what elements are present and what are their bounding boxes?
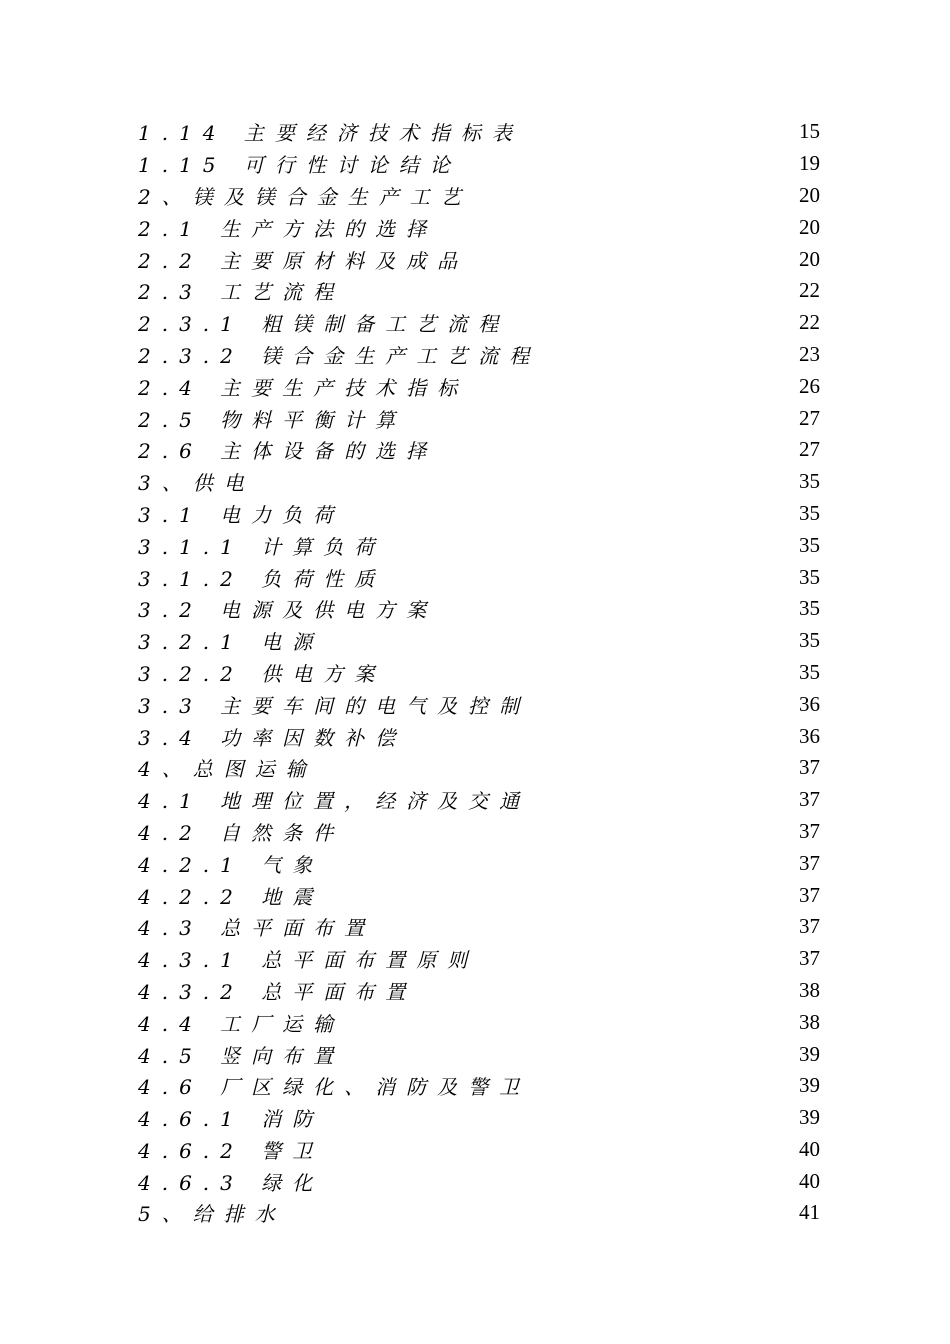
toc-entry-page-number: 23 — [799, 341, 820, 366]
toc-entry[interactable] — [138, 1102, 820, 1134]
toc-entry-title: 3.4 功率因数补偿 — [138, 725, 407, 750]
toc-entry-page-number: 37 — [799, 787, 820, 812]
toc-entry-title: 1.15 可行性讨论结论 — [138, 153, 461, 178]
toc-entry-title: 4.2.1 气象 — [138, 852, 324, 877]
toc-entry-title: 4.6.3 绿化 — [138, 1170, 324, 1195]
toc-entry[interactable] — [138, 847, 820, 879]
toc-entry[interactable] — [138, 720, 820, 752]
toc-entry-page-number: 40 — [799, 1136, 820, 1161]
toc-entry-title: 3.3 主要车间的电气及控制 — [138, 693, 531, 718]
toc-entry[interactable] — [138, 275, 820, 307]
toc-entry-page-number: 36 — [799, 723, 820, 748]
toc-entry[interactable] — [138, 879, 820, 911]
toc-entry-page-number: 36 — [799, 691, 820, 716]
toc-entry[interactable] — [138, 180, 820, 212]
toc-entry-title: 4.3.1 总平面布置原则 — [138, 948, 479, 973]
toc-entry[interactable] — [138, 911, 820, 943]
toc-entry[interactable] — [138, 402, 820, 434]
toc-entry[interactable] — [138, 688, 820, 720]
toc-entry-title: 4.6.1 消防 — [138, 1107, 324, 1132]
toc-entry-page-number: 39 — [799, 1105, 820, 1130]
toc-entry-page-number: 35 — [799, 469, 820, 494]
toc-entry-title: 4.2 自然条件 — [138, 820, 345, 845]
toc-entry-page-number: 35 — [799, 659, 820, 684]
toc-entry-title: 3.2.1 电源 — [138, 630, 324, 655]
toc-entry-page-number: 35 — [799, 532, 820, 557]
toc-entry-title: 4.1 地理位置，经济及交通 — [138, 789, 531, 814]
toc-entry-title: 1.14 主要经济技术指标表 — [138, 121, 523, 146]
toc-entry[interactable] — [138, 816, 820, 848]
toc-entry-page-number: 37 — [799, 914, 820, 939]
toc-entry[interactable] — [138, 529, 820, 561]
toc-entry-page-number: 37 — [799, 850, 820, 875]
toc-entry[interactable] — [138, 943, 820, 975]
toc-entry-page-number: 20 — [799, 214, 820, 239]
toc-entry-title: 3.2.2 供电方案 — [138, 661, 386, 686]
toc-entry[interactable] — [138, 975, 820, 1007]
toc-entry-page-number: 39 — [799, 1041, 820, 1066]
toc-entry[interactable] — [138, 1070, 820, 1102]
toc-entry[interactable] — [138, 561, 820, 593]
toc-entry[interactable] — [138, 339, 820, 371]
toc-entry[interactable] — [138, 211, 820, 243]
toc-entry-title: 3.1 电力负荷 — [138, 502, 345, 527]
toc-entry[interactable] — [138, 243, 820, 275]
toc-entry-title: 3.2 电源及供电方案 — [138, 598, 438, 623]
toc-entry-page-number: 20 — [799, 182, 820, 207]
toc-entry-title: 4.4 工厂运输 — [138, 1011, 345, 1036]
toc-entry-page-number: 22 — [799, 310, 820, 335]
toc-entry[interactable] — [138, 1134, 820, 1166]
toc-entry-page-number: 35 — [799, 628, 820, 653]
toc-entry[interactable] — [138, 307, 820, 339]
toc-entry[interactable] — [138, 752, 820, 784]
toc-entry-title: 2.3.1 粗镁制备工艺流程 — [138, 312, 510, 337]
toc-entry-page-number: 40 — [799, 1168, 820, 1193]
toc-entry-page-number: 20 — [799, 246, 820, 271]
toc-entry-page-number: 37 — [799, 818, 820, 843]
toc-entry-page-number: 26 — [799, 373, 820, 398]
toc-entry-page-number: 19 — [799, 151, 820, 176]
toc-entry-title: 5、给排水 — [138, 1202, 286, 1227]
toc-entry-title: 3、供电 — [138, 471, 255, 496]
toc-entry-page-number: 38 — [799, 977, 820, 1002]
toc-entry-page-number: 38 — [799, 1009, 820, 1034]
toc-entry-title: 2.3 工艺流程 — [138, 280, 345, 305]
toc-entry-page-number: 37 — [799, 882, 820, 907]
toc-entry-page-number: 27 — [799, 437, 820, 462]
toc-entry-page-number: 35 — [799, 596, 820, 621]
toc-entry-title: 3.1.1 计算负荷 — [138, 534, 386, 559]
toc-entry-title: 4.3.2 总平面布置 — [138, 979, 417, 1004]
toc-entry-title: 4、总图运输 — [138, 757, 317, 782]
toc-entry[interactable] — [138, 434, 820, 466]
toc-entry-title: 4.6.2 警卫 — [138, 1138, 324, 1163]
toc-entry-page-number: 35 — [799, 564, 820, 589]
toc-entry-page-number: 22 — [799, 278, 820, 303]
toc-entry[interactable] — [138, 1006, 820, 1038]
toc-entry[interactable] — [138, 1197, 820, 1229]
toc-entry[interactable] — [138, 148, 820, 180]
toc-entry[interactable] — [138, 1038, 820, 1070]
toc-entry[interactable] — [138, 466, 820, 498]
toc-entry-title: 2.3.2 镁合金生产工艺流程 — [138, 343, 541, 368]
toc-entry-title: 4.2.2 地震 — [138, 884, 324, 909]
toc-entry[interactable] — [138, 370, 820, 402]
toc-entry-title: 4.5 竖向布置 — [138, 1043, 345, 1068]
toc-entry-title: 4.3 总平面布置 — [138, 916, 376, 941]
toc-entry-page-number: 41 — [799, 1200, 820, 1225]
toc-entry[interactable] — [138, 625, 820, 657]
table-of-contents — [138, 116, 820, 1229]
toc-entry-page-number: 37 — [799, 755, 820, 780]
toc-entry-title: 2.4 主要生产技术指标 — [138, 375, 469, 400]
toc-entry-title: 2.5 物料平衡计算 — [138, 407, 407, 432]
toc-entry-title: 4.6 厂区绿化、消防及警卫 — [138, 1075, 531, 1100]
toc-entry-title: 2.2 主要原材料及成品 — [138, 248, 469, 273]
toc-entry-page-number: 37 — [799, 946, 820, 971]
toc-entry-title: 2、镁及镁合金生产工艺 — [138, 184, 472, 209]
toc-entry[interactable] — [138, 1165, 820, 1197]
toc-entry-title: 2.6 主体设备的选择 — [138, 439, 438, 464]
toc-entry[interactable] — [138, 657, 820, 689]
toc-entry[interactable] — [138, 784, 820, 816]
toc-entry-page-number: 39 — [799, 1073, 820, 1098]
toc-entry-title: 2.1 生产方法的选择 — [138, 216, 438, 241]
toc-entry-page-number: 35 — [799, 500, 820, 525]
toc-entry[interactable] — [138, 498, 820, 530]
toc-entry-page-number: 27 — [799, 405, 820, 430]
toc-entry-title: 3.1.2 负荷性质 — [138, 566, 386, 591]
toc-entry[interactable] — [138, 593, 820, 625]
toc-entry-page-number: 15 — [799, 119, 820, 144]
toc-entry[interactable] — [138, 116, 820, 148]
